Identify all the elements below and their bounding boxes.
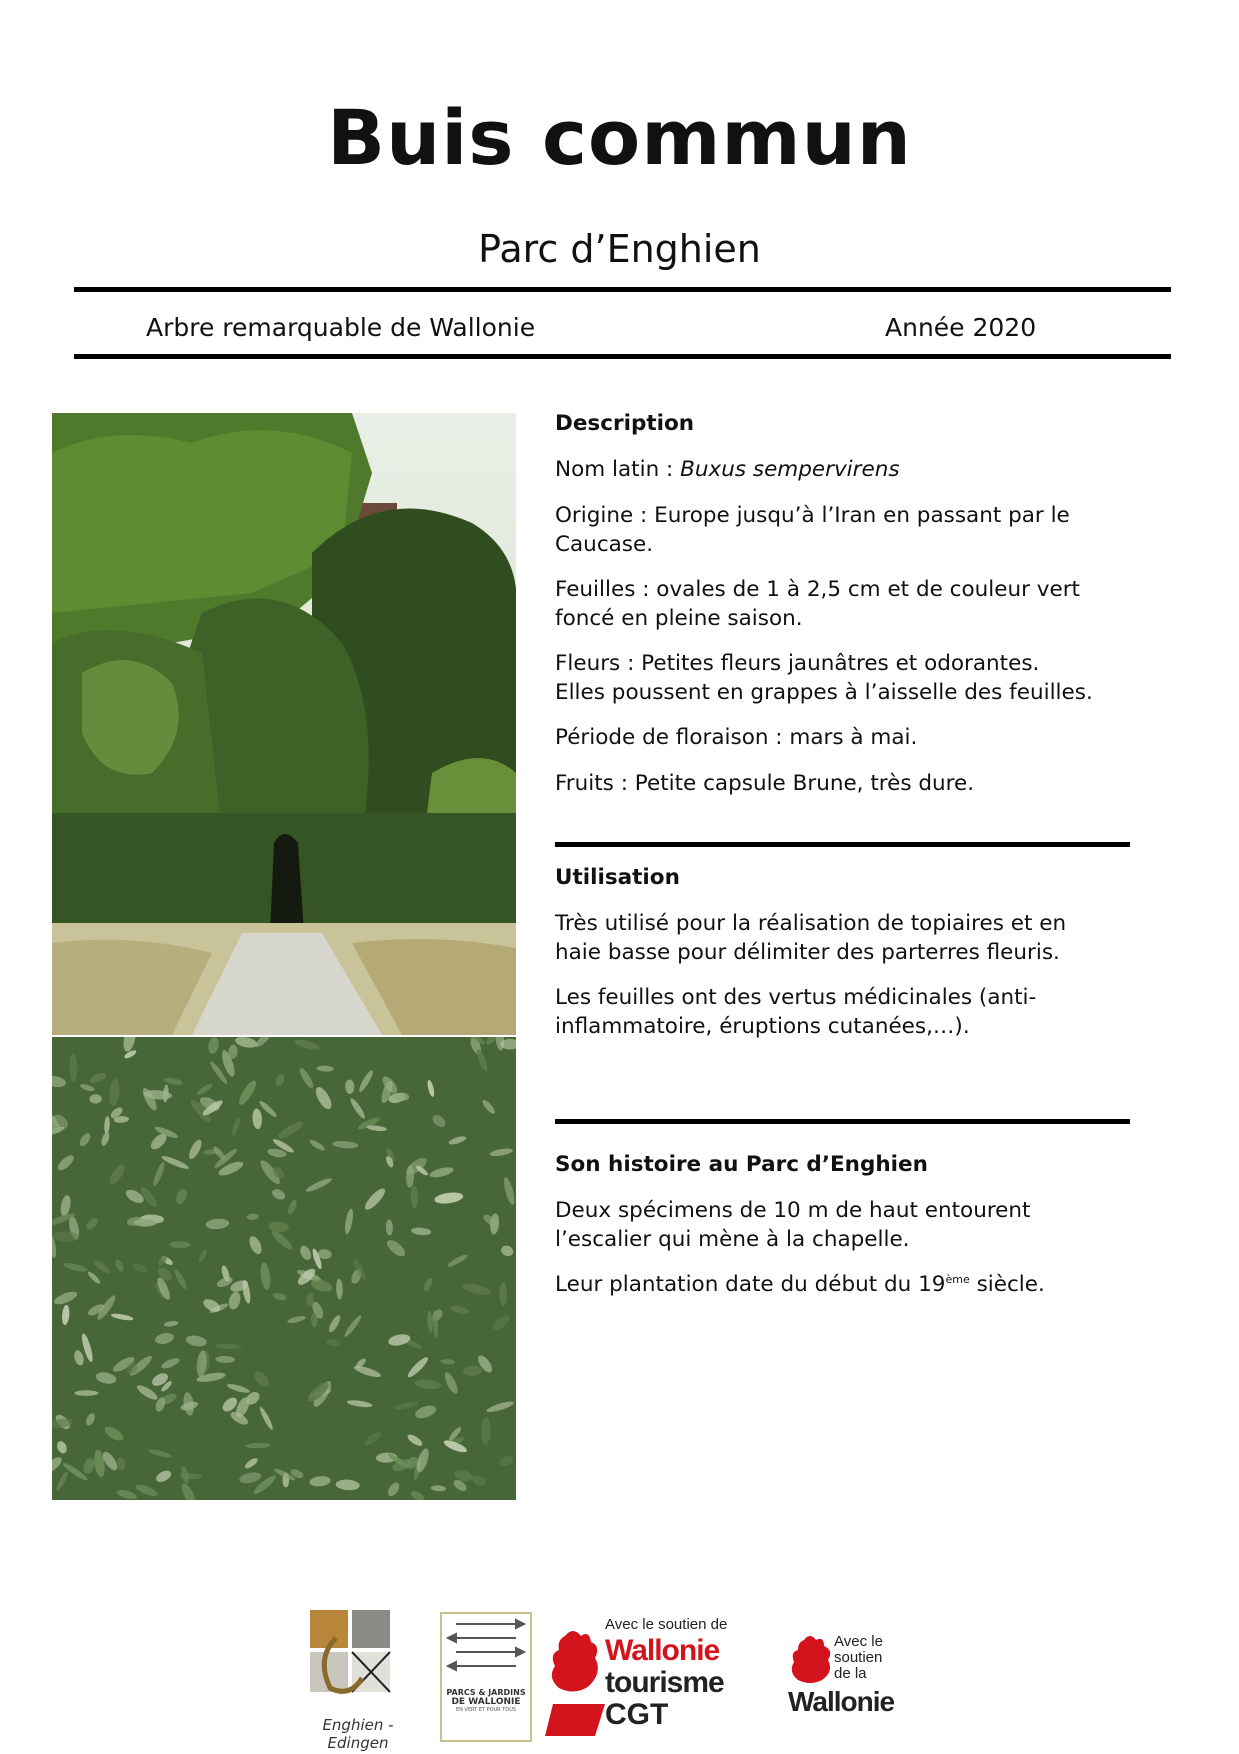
- arrows-icon: [442, 1614, 530, 1684]
- rooster-icon: [545, 1626, 609, 1736]
- leaves-text: Feuilles : ovales de 1 à 2,5 cm et de couleur vert foncé en pleine saison.: [555, 577, 1080, 631]
- tourisme-logo-line3: tourisme: [605, 1666, 724, 1699]
- photo-boxwood-leaves: [52, 1037, 516, 1500]
- wallonie-logo-line3: de la: [834, 1665, 867, 1682]
- usage-text-1: Très utilisé pour la réalisation de topiaires et en haie basse pour délimiter des parterres fleuris.: [555, 911, 1067, 965]
- latin-name-prefix: Nom latin :: [555, 457, 681, 482]
- tourisme-logo-line1: Avec le soutien de: [605, 1616, 728, 1633]
- superscript-eme: ème: [945, 1272, 970, 1286]
- tourisme-logo-line4: CGT: [605, 1698, 669, 1731]
- usage-text-2: Les feuilles ont des vertus médicinales (anti-inflammatoire, éruptions cutanées,…).: [555, 985, 1037, 1039]
- history-heading: Son histoire au Parc d’Enghien: [555, 1152, 928, 1177]
- header-rule-top: [74, 287, 1171, 292]
- latin-name: Buxus sempervirens: [680, 457, 900, 482]
- parcs-logo-line3: EN VERT ET POUR TOUS: [455, 1707, 517, 1713]
- label-year: Année 2020: [885, 313, 1037, 342]
- history-section: [555, 1150, 1095, 1299]
- description-section: [555, 409, 1095, 798]
- description-heading: Description: [555, 411, 695, 436]
- parcs-logo-line1: PARCS & JARDINS: [446, 1688, 526, 1697]
- rooster-small-icon: [788, 1632, 838, 1688]
- wallonie-logo-line2: soutien: [834, 1649, 883, 1666]
- logo-wallonie-tourisme: [545, 1616, 745, 1736]
- usage-heading: Utilisation: [555, 865, 680, 890]
- page-title: Buis commun: [327, 93, 912, 182]
- tourisme-logo-line2: Wallonie: [605, 1634, 720, 1667]
- enghien-emblem-icon: [290, 1608, 426, 1708]
- page-subtitle: Parc d’Enghien: [478, 227, 761, 271]
- usage-section: [555, 863, 1095, 1041]
- origin-text: Origine : Europe jusqu’à l’Iran en passant par le Caucase.: [555, 503, 1070, 557]
- logo-enghien-edingen: [290, 1608, 426, 1752]
- parcs-logo-line2: DE WALLONIE: [451, 1697, 521, 1707]
- section-rule-2: [555, 1119, 1130, 1124]
- wallonie-logo-line1: Avec le: [834, 1633, 883, 1650]
- latin-name-line: [555, 455, 1095, 484]
- label-remarkable-tree: Arbre remarquable de Wallonie: [146, 313, 536, 342]
- flowering-period-text: Période de floraison : mars à mai.: [555, 725, 918, 750]
- header-rule-bottom: [74, 354, 1171, 359]
- history-text-1: Deux spécimens de 10 m de haut entourent l’escalier qui mène à la chapelle.: [555, 1198, 1031, 1252]
- photo-garden-path: [52, 413, 516, 1035]
- section-rule-1: [555, 842, 1130, 847]
- logo-wallonie: [788, 1632, 928, 1722]
- enghien-logo-text: Enghien - Edingen: [322, 1716, 394, 1752]
- history-text-2: Leur plantation date du début du 19ème siècle.: [555, 1272, 1045, 1297]
- logo-parcs-jardins: [440, 1612, 532, 1742]
- flowers-text: Fleurs : Petites fleurs jaunâtres et odorantes. Elles poussent en grappes à l’aisselle des feuilles.: [555, 651, 1093, 705]
- wallonie-logo-line4: Wallonie: [788, 1686, 895, 1717]
- fruits-text: Fruits : Petite capsule Brune, très dure.: [555, 771, 975, 796]
